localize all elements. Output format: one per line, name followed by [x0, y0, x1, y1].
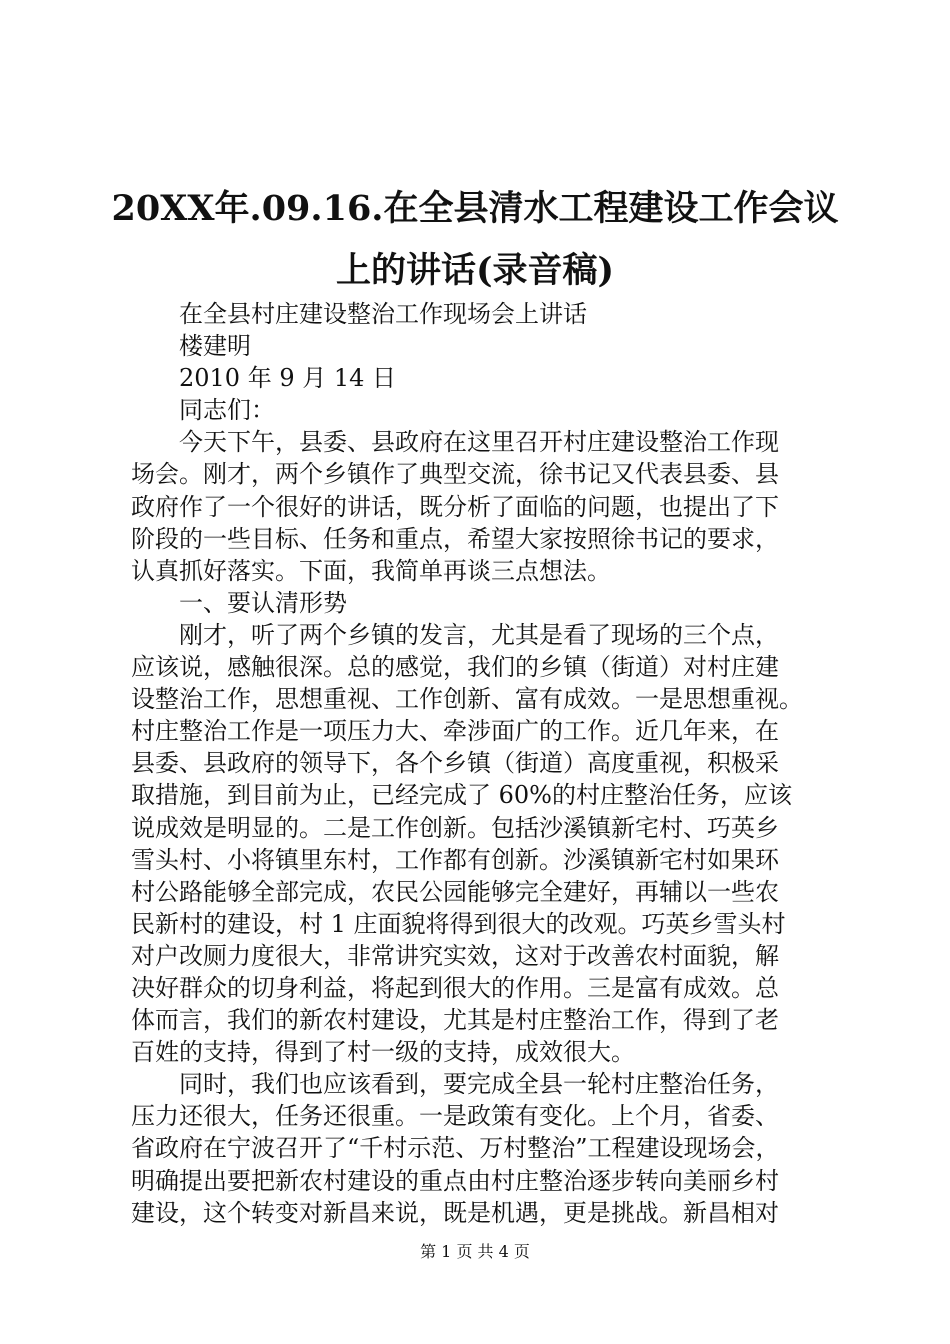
- text-line: 2010 年 9 月 14 日: [179, 364, 397, 393]
- text-line: 雪头村、小将镇里东村，工作都有创新。沙溪镇新宅村如果环: [131, 845, 779, 874]
- page-footer: 第 1 页 共 4 页: [420, 1242, 530, 1261]
- text-line: 设整治工作，思想重视、工作创新、富有成效。一是思想重视。: [131, 685, 803, 714]
- text-line: 民新村的建设，村 1 庄面貌将得到很大的改观。巧英乡雪头村: [131, 909, 786, 938]
- document-body: [131, 298, 836, 1229]
- text-line: 认真抓好落实。下面，我简单再谈三点想法。: [131, 556, 611, 585]
- text-line: 百姓的支持，得到了村一级的支持，成效很大。: [131, 1038, 635, 1067]
- text-line: 取措施，到目前为止，已经完成了 60%的村庄整治任务，应该: [131, 781, 792, 810]
- text-line: 应该说，感触很深。总的感觉，我们的乡镇（街道）对村庄建: [131, 653, 779, 682]
- document-title: [110, 178, 840, 302]
- text-line: 对户改厕力度很大，非常讲究实效，这对于改善农村面貌，解: [131, 941, 779, 970]
- text-line: 村公路能够全部完成，农民公园能够完全建好，再辅以一些农: [131, 877, 779, 906]
- text-line: 场会。刚才，两个乡镇作了典型交流，徐书记又代表县委、县: [131, 460, 779, 489]
- text-line: 压力还很大，任务还很重。一是政策有变化。上个月，省委、: [131, 1102, 779, 1131]
- text-line: 同志们：: [179, 396, 275, 425]
- text-line: 阶段的一些目标、任务和重点，希望大家按照徐书记的要求，: [131, 524, 779, 553]
- text-line: 刚才，听了两个乡镇的发言，尤其是看了现场的三个点，: [179, 620, 779, 649]
- text-line: 省政府在宁波召开了“千村示范、万村整治”工程建设现场会，: [131, 1134, 780, 1163]
- text-line: 同时，我们也应该看到，要完成全县一轮村庄整治任务，: [179, 1070, 779, 1099]
- text-line: 建设，这个转变对新昌来说，既是机遇，更是挑战。新昌相对: [131, 1198, 779, 1227]
- text-line: 县委、县政府的领导下，各个乡镇（街道）高度重视，积极采: [131, 749, 779, 778]
- title-line-1: 20XX年.09.16.在全县清水工程建设工作会议: [111, 188, 839, 229]
- text-line: 今天下午，县委、县政府在这里召开村庄建设整治工作现: [179, 428, 779, 457]
- text-line: 说成效是明显的。二是工作创新。包括沙溪镇新宅村、巧英乡: [131, 813, 779, 842]
- text-line: 村庄整治工作是一项压力大、牵涉面广的工作。近几年来，在: [131, 717, 779, 746]
- text-line: 楼建明: [179, 332, 251, 361]
- text-line: 决好群众的切身利益，将起到很大的作用。三是富有成效。总: [131, 973, 779, 1002]
- text-line: 一、要认清形势: [179, 588, 347, 617]
- text-line: 体而言，我们的新农村建设，尤其是村庄整治工作，得到了老: [131, 1006, 779, 1035]
- title-line-2: 上的讲话(录音稿): [335, 250, 615, 291]
- text-line: 明确提出要把新农村建设的重点由村庄整治逐步转向美丽乡村: [131, 1166, 779, 1195]
- text-line: 在全县村庄建设整治工作现场会上讲话: [179, 300, 587, 328]
- text-line: 政府作了一个很好的讲话，既分析了面临的问题，也提出了下: [131, 492, 779, 521]
